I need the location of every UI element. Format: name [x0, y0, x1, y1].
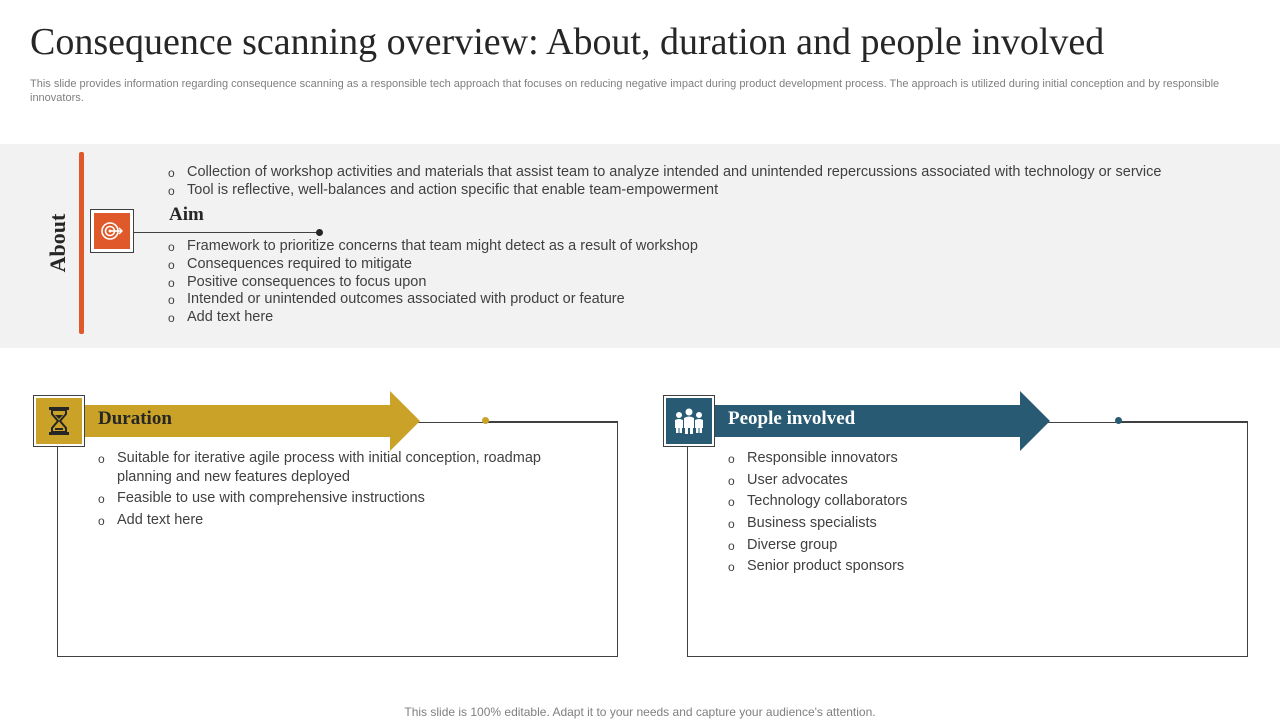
footer-note: This slide is 100% editable. Adapt it to your needs and capture your audience's attention.: [404, 705, 876, 719]
about-label: About: [45, 213, 70, 273]
duration-connector-line: [486, 421, 618, 422]
list-item: o Business specialists: [728, 514, 1188, 533]
hourglass-icon: [36, 398, 82, 444]
duration-connector-vertical: [617, 421, 618, 423]
list-item: o Technology collaborators: [728, 492, 1188, 511]
aim-icon-frame: [90, 209, 134, 253]
list-item: o Diverse group: [728, 536, 1188, 555]
people-label: People involved: [728, 408, 856, 429]
about-top-list: [168, 163, 1161, 199]
list-item: o Intended or unintended outcomes associated with product or feature: [168, 291, 698, 309]
group-icon: [666, 398, 712, 444]
people-list: [728, 449, 1188, 579]
list-item: o Framework to prioritize concerns that team might detect as a result of workshop: [168, 238, 698, 256]
duration-icon-frame: [33, 395, 85, 447]
duration-list: [98, 449, 558, 532]
list-item: o Tool is reflective, well-balances and action specific that enable team-empowerment: [168, 181, 1161, 199]
list-item: o User advocates: [728, 471, 1188, 490]
target-icon: [94, 213, 130, 249]
aim-list: [168, 238, 698, 327]
aim-connector-dot: [316, 229, 323, 236]
list-item: o Consequences required to mitigate: [168, 256, 698, 274]
list-item: o Suitable for iterative agile process with initial conception, roadmap planning and new features deployed: [98, 449, 558, 486]
page-title: Consequence scanning overview: About, duration and people involved: [30, 21, 1105, 63]
people-icon-frame: [663, 395, 715, 447]
list-item: o Add text here: [98, 511, 558, 530]
page-subtitle: This slide provides information regarding consequence scanning as a responsible tech approach that focuses on reducing negative impact during product development process. The approach is utilized during initial conception and by responsible innovators.: [30, 78, 1220, 104]
duration-label: Duration: [98, 408, 172, 429]
about-accent-bar: [79, 152, 84, 334]
list-item: o Positive consequences to focus upon: [168, 274, 698, 292]
aim-label: Aim: [169, 204, 204, 225]
list-item: o Feasible to use with comprehensive instructions: [98, 489, 558, 508]
people-connector-line: [1119, 421, 1248, 422]
duration-connector-dot: [482, 417, 489, 424]
list-item: o Collection of workshop activities and materials that assist team to analyze intended and unintended repercussions associated with technology or service: [168, 163, 1161, 181]
aim-connector-line: [134, 232, 319, 233]
people-connector-dot: [1115, 417, 1122, 424]
list-item: o Responsible innovators: [728, 449, 1188, 468]
list-item: o Senior product sponsors: [728, 557, 1188, 576]
list-item: o Add text here: [168, 309, 698, 327]
